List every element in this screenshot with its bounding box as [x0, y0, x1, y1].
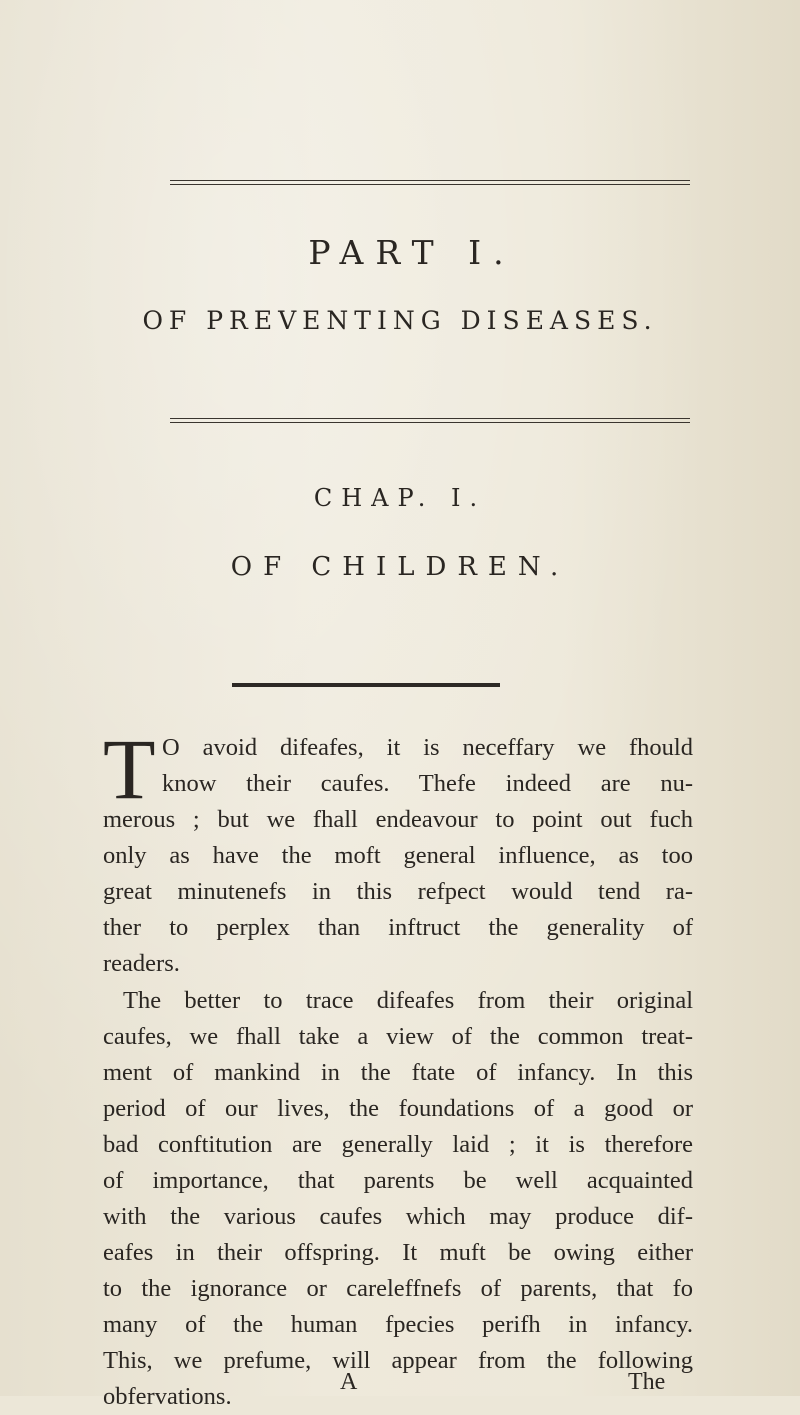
text-line: caufes, we fhall take a view of the common treat- — [103, 1023, 693, 1050]
text-line: bad conftitution are generally laid ; it is therefore — [103, 1131, 693, 1158]
text-line: with the various caufes which may produce dif- — [103, 1203, 693, 1230]
part-heading: PART I. — [308, 233, 516, 272]
chapter-title: OF CHILDREN. — [230, 552, 570, 582]
signature-mark: A — [340, 1369, 358, 1395]
text-line: The better to trace difeafes from their original — [123, 987, 693, 1014]
chapter-heading: CHAP. I. — [313, 484, 487, 512]
drop-cap: T — [103, 721, 156, 817]
chapter-rule — [232, 683, 500, 687]
text-line: This, we prefume, will appear from the following — [103, 1347, 693, 1374]
text-line: only as have the moft general influence, as too — [103, 842, 693, 869]
text-line: great minutenefs in this refpect would tend ra- — [103, 878, 693, 905]
text-line: eafes in their offspring. It muft be owing either — [103, 1239, 693, 1266]
text-line: of importance, that parents be well acquainted — [103, 1167, 693, 1194]
text-line: obfervations. — [103, 1383, 232, 1410]
text-line: O avoid difeafes, it is neceffary we fhould — [162, 734, 693, 761]
top-double-rule — [170, 180, 690, 185]
text-line: period of our lives, the foundations of a good or — [103, 1095, 693, 1122]
text-line: ment of mankind in the ftate of infancy. In this — [103, 1059, 693, 1086]
text-line: many of the human fpecies perifh in infancy. — [103, 1311, 693, 1338]
text-line: merous ; but we fhall endeavour to point out fuch — [103, 806, 693, 833]
text-line: ther to perplex than inftruct the generality of — [103, 914, 693, 941]
text-line: know their caufes. Thefe indeed are nu- — [162, 770, 693, 797]
text-line: readers. — [103, 950, 180, 977]
catchword: The — [628, 1369, 666, 1395]
part-subtitle: OF PREVENTING DISEASES. — [142, 306, 658, 335]
section-double-rule — [170, 418, 690, 423]
text-line: to the ignorance or careleffnefs of parents, that fo — [103, 1275, 693, 1302]
